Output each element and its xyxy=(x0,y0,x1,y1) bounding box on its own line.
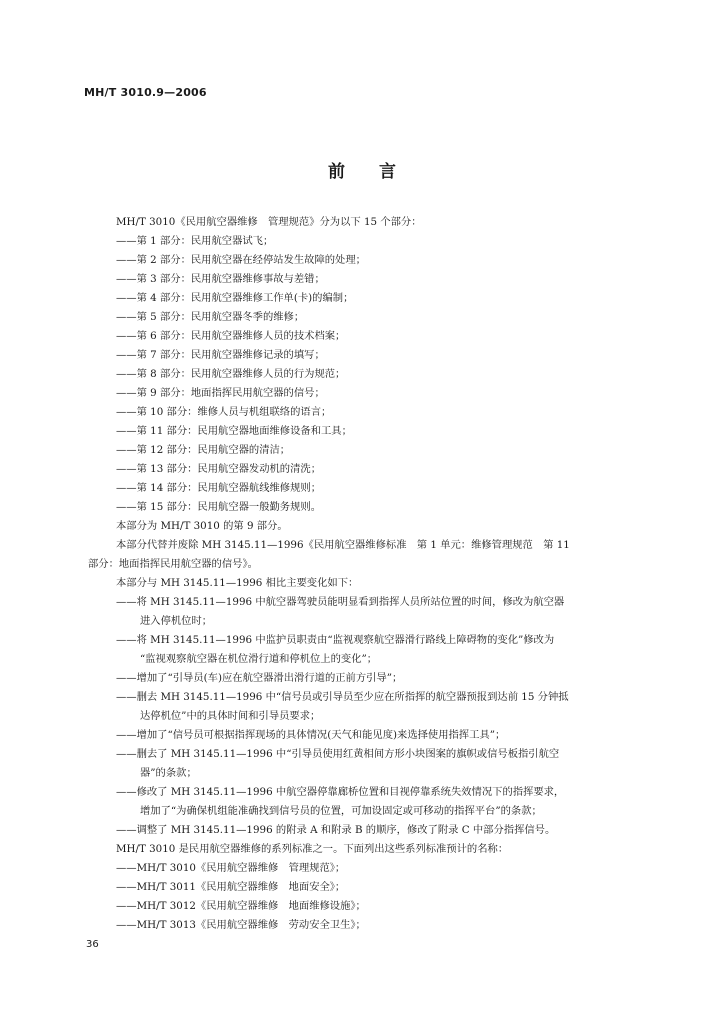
list-item: ——增加了“引导员(车)应在航空器滑出滑行道的正前方引导”； xyxy=(116,672,403,684)
paragraph-line: 本部分为 MH/T 3010 的第 9 部分。 xyxy=(116,520,288,532)
paragraph-line: 本部分代替并废除 MH 3145.11—1996《民用航空器维修标准 第 1 单元：维修管理规范 第 11 xyxy=(116,539,570,551)
paragraph-line: 本部分与 MH 3145.11—1996 相比主要变化如下： xyxy=(116,577,359,589)
list-item: ——MH/T 3010《民用航空器维修 管理规范》； xyxy=(116,862,346,874)
list-item: ——删去了 MH 3145.11—1996 中“引导员使用红黄相间方形小块图案的旗帜或信号板指引航空 xyxy=(116,748,560,760)
list-item-continuation: 达停机位”中的具体时间和引导员要求； xyxy=(140,710,321,722)
list-item: ——将 MH 3145.11—1996 中监护员职责由“监视观察航空器滑行路线上障碍物的变化”修改为 xyxy=(116,634,555,646)
list-item: ——将 MH 3145.11—1996 中航空器驾驶员能明显看到指挥人员所站位置的时间，修改为航空器 xyxy=(116,596,565,608)
list-item: ——第 13 部分：民用航空器发动机的清洗； xyxy=(116,463,321,475)
paragraph-line: MH/T 3010 是民用航空器维修的系列标准之一。下面列出这些系列标准预计的名称： xyxy=(116,843,509,855)
list-item: ——调整了 MH 3145.11—1996 的附录 A 和附录 B 的顺序，修改了附录 C 中部分指挥信号。 xyxy=(116,824,556,836)
list-item: ——MH/T 3012《民用航空器维修 地面维修设施》； xyxy=(116,900,366,912)
list-item: ——第 12 部分：民用航空器的清洁； xyxy=(116,444,291,456)
list-item-continuation: 进入停机位时； xyxy=(140,615,213,627)
list-item: ——第 8 部分：民用航空器维修人员的行为规范； xyxy=(116,368,346,380)
list-item: ——第 15 部分：民用航空器一般勤务规则。 xyxy=(116,501,321,513)
list-item: ——第 1 部分：民用航空器试飞； xyxy=(116,235,274,247)
list-item: ——第 2 部分：民用航空器在经停站发生故障的处理； xyxy=(116,254,366,266)
list-item: ——第 3 部分：民用航空器维修事故与差错； xyxy=(116,273,325,285)
standard-code-header: MH/T 3010.9—2006 xyxy=(84,86,207,99)
list-item: ——第 4 部分：民用航空器维修工作单(卡)的编制； xyxy=(116,292,354,304)
list-item: ——增加了“信号员可根据指挥现场的具体情况(天气和能见度)来选择使用指挥工具”； xyxy=(116,729,506,741)
list-item: ——MH/T 3011《民用航空器维修 地面安全》； xyxy=(116,881,346,893)
list-item: ——第 14 部分：民用航空器航线维修规则； xyxy=(116,482,321,494)
list-item-continuation: “监视观察航空器在机位滑行道和停机位上的变化”； xyxy=(140,653,378,665)
list-item: ——修改了 MH 3145.11—1996 中航空器停靠廊桥位置和目视停靠系统失效情况下的指挥要求， xyxy=(116,786,565,798)
list-item: ——删去 MH 3145.11—1996 中“信号员或引导员至少应在所指挥的航空器预报到达前 15 分钟抵 xyxy=(116,691,569,703)
list-item: ——第 6 部分：民用航空器维修人员的技术档案； xyxy=(116,330,346,342)
list-item: ——第 11 部分：民用航空器地面维修设备和工具； xyxy=(116,425,352,437)
list-item-continuation: 器”的条款； xyxy=(140,767,197,779)
foreword-body xyxy=(88,213,658,935)
list-item: ——第 9 部分：地面指挥民用航空器的信号； xyxy=(116,387,325,399)
paragraph-line: MH/T 3010《民用航空器维修 管理规范》分为以下 15 个部分： xyxy=(116,216,422,228)
list-item: ——第 7 部分：民用航空器维修记录的填写； xyxy=(116,349,325,361)
list-item: ——第 10 部分：维修人员与机组联络的语言； xyxy=(116,406,332,418)
page-number: 36 xyxy=(86,939,99,950)
list-item: ——MH/T 3013《民用航空器维修 劳动安全卫生》； xyxy=(116,919,366,931)
list-item-continuation: 增加了“为确保机组能准确找到信号员的位置，可加设固定或可移动的指挥平台”的条款； xyxy=(140,805,542,817)
list-item: ——第 5 部分：民用航空器冬季的维修； xyxy=(116,311,305,323)
paragraph-line: 部分：地面指挥民用航空器的信号》。 xyxy=(88,558,258,570)
page-title: 前言 xyxy=(328,162,430,182)
